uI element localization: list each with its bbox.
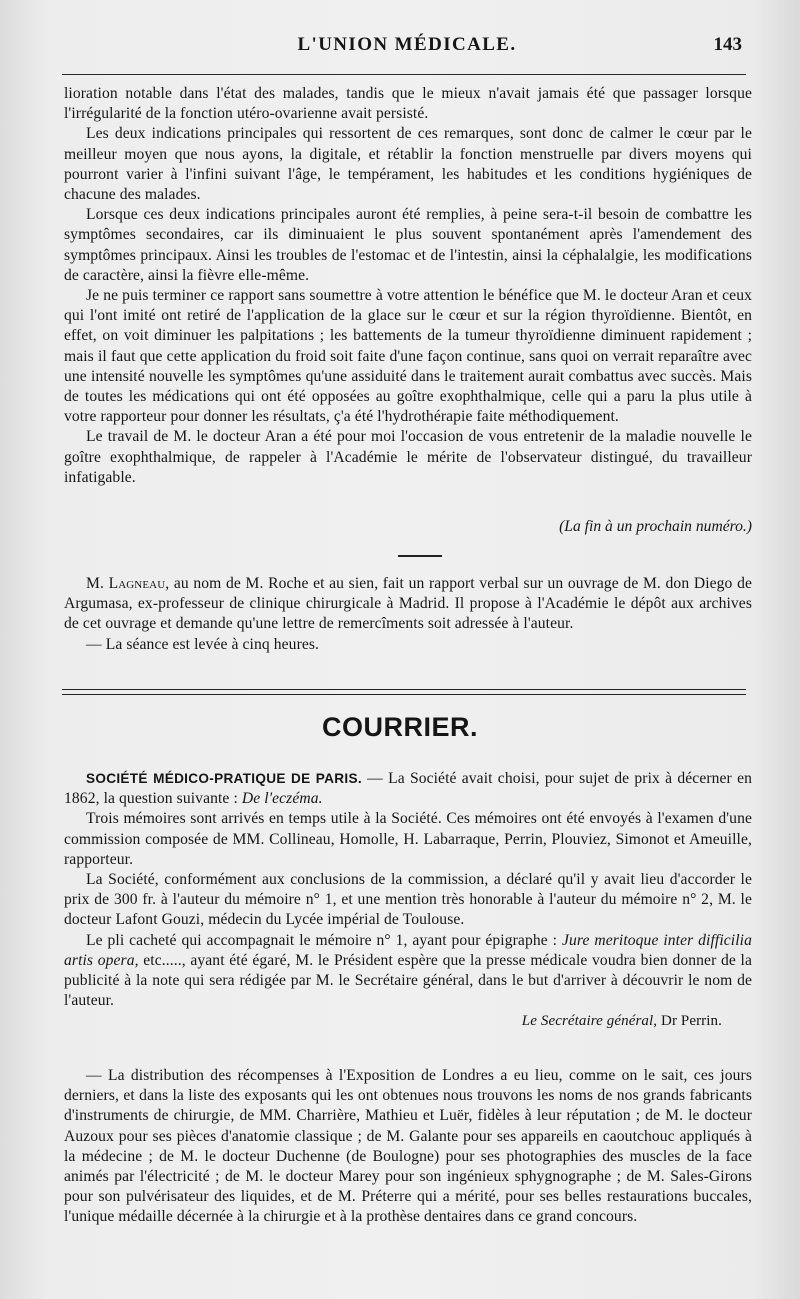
report-paragraph-5: Le travail de M. le docteur Aran a été pour moi l'occasion de vous entretenir de la maladie nouvelle le goître exophthalmique, de rappeler à l'Académie le mérite de l'observateur distingué, du travailleur infatigable. bbox=[64, 428, 752, 486]
running-head bbox=[66, 32, 748, 62]
report-paragraph-2: Les deux indications principales qui ressortent de ces remarques, sont donc de calmer le cœur par le meilleur moyen que nous ayons, la digitale, et rétablir la fonction menstruelle par divers moyens qui pourront varier à l'infini suivant l'âge, le tempérament, les habitudes et les conditions hygiéniques de chacune des malades. bbox=[64, 125, 752, 204]
page-number: 143 bbox=[713, 34, 742, 55]
signature-role: Le Secrétaire général, bbox=[521, 1013, 658, 1030]
report-paragraph-3: Lorsque ces deux indications principales auront été remplies, à peine sera-t-il besoin de combattre les symptômes secondaires, car ils diminuaient le plus souvent spontanément après l'amendement des symptômes principaux. Ainsi les troubles de l'estomac et de l'intestin, ainsi la céphalalgie, les modifications de caractère, ainsi la fièvre elle-même. bbox=[64, 206, 752, 284]
distribution-paragraph: — La distribution des récompenses à l'Exposition de Londres a eu lieu, comme on le sait, ces jours derniers, et dans la liste des exposants qui les ont obtenues nous trouvons les noms de nos grands fabricants d'instruments de chirurgie, de MM. Charrière, Mathieu et Luër, fidèles à leur réputation ; de M. le docteur Auzoux pour ses pièces d'anatomie classique ; de M. Galante pour ses appareils en caoutchouc appliqués à la médecine ; de M. le docteur Duchenne (de Boulogne) pour ses photographies des muscles de la face animés par l'électricité ; de M. le docteur Marey pour son ingénieux sphygnographe ; de M. Sales-Girons pour son pulvérisateur des liquides, et de M. Préterre qui a mérité, pour ses belles restaurations buccales, l'unique médaille décernée à la chirurgie et à la prothèse dentaires dans ce grand concours. bbox=[64, 1067, 752, 1226]
header-rule bbox=[62, 74, 746, 75]
courrier-paragraph-2: La Société, conformément aux conclusions de la commission, a déclaré qu'il y avait lieu d'accorder le prix de 300 fr. à l'auteur du mémoire n° 1, et une mention très honorable à l'auteur du mémoire n° 2, M. le docteur Lafont Gouzi, médecin du Lycée impérial de Toulouse. bbox=[64, 871, 752, 929]
distribution-article bbox=[64, 1066, 752, 1228]
signature bbox=[64, 1011, 752, 1031]
courrier-paragraph-1: Trois mémoires sont arrivés en temps utile à la Société. Ces mémoires ont été envoyés à l'examen d'une commission composée de MM. Collineau, Homolle, H. Labarraque, Perrin, Plouviez, Simonot et Ameuille, rapporteur. bbox=[64, 810, 752, 868]
epigraph: Jure meritoque inter difficilia artis opera, bbox=[64, 931, 752, 969]
report-article bbox=[64, 84, 752, 488]
sealed-intro: Le pli cacheté qui accompagnait le mémoire n° 1, ayant pour épigraphe : bbox=[86, 931, 562, 949]
report-paragraph-1: lioration notable dans l'état des malades, tandis que le mieux n'avait jamais été que passager lorsque l'irrégularité de la fonction utéro-ovarienne avait persisté. bbox=[64, 85, 752, 123]
speaker-name: Lagneau bbox=[108, 575, 166, 592]
society-name: SOCIÉTÉ MÉDICO-PRATIQUE DE PARIS. bbox=[86, 771, 362, 786]
session-closing: — La séance est levée à cinq heures. bbox=[86, 635, 320, 653]
courrier-section bbox=[64, 769, 752, 1032]
signature-name: Dr Perrin. bbox=[657, 1013, 722, 1030]
sealed-envelope-paragraph bbox=[64, 931, 752, 1012]
journal-title: L'UNION MÉDICALE. bbox=[297, 34, 517, 55]
prize-intro: — La Société avait choisi, pour sujet de prix à décerner en 1862, la question suivante : bbox=[64, 770, 752, 808]
report-paragraph-4: Je ne puis terminer ce rapport sans soumettre à votre attention le bénéfice que M. le docteur Aran et ceux qui l'ont imité ont retiré de l'application de la glace sur le cœur et sur la région thyroïdienne. Bientôt, en effet, on voit diminuer les palpitations ; les battements de la tumeur thyroïdienne diminuent rapidement ; mais il faut que cette application du froid soit faite d'une façon continue, sans quoi on verrait reparaître avec une intensité nouvelle les symptômes qu'une assiduité dans le traitement aurait combattus avec succès. Mais de toutes les médications qui ont été opposées au goître exophthalmique, celle qui a paru la plus utile à votre rapporteur pour donner les résultats, ç'a été l'hydrothérapie faite méthodiquement. bbox=[64, 287, 752, 426]
section-double-rule bbox=[62, 689, 746, 695]
lagneau-paragraph bbox=[64, 574, 752, 635]
courrier-heading: COURRIER. bbox=[321, 712, 478, 742]
prize-topic: De l'eczéma. bbox=[241, 790, 323, 808]
continuation-note: (La fin à un prochain numéro.) bbox=[559, 518, 752, 535]
speaker-prefix: M. bbox=[86, 575, 109, 592]
short-divider bbox=[398, 555, 442, 557]
lagneau-report-text: , au nom de M. Roche et au sien, fait un rapport verbal sur un ouvrage de M. don Diego de Argumasa, ex-professeur de clinique chirurgicale à Madrid. Il propose à l'Académie le dépôt aux archives de cet ouvrage et demande qu'une lettre de remercîments soit adressée à l'auteur. bbox=[64, 575, 752, 633]
sealed-rest: etc....., ayant été égaré, M. le Président espère que la presse médicale voudra bien donner de la publicité à la note qui sera rédigée par M. le Secrétaire général, dans le but d'arriver à découvrir le nom de l'auteur. bbox=[64, 951, 753, 1010]
prize-paragraph bbox=[64, 769, 752, 809]
session-report bbox=[64, 574, 752, 655]
